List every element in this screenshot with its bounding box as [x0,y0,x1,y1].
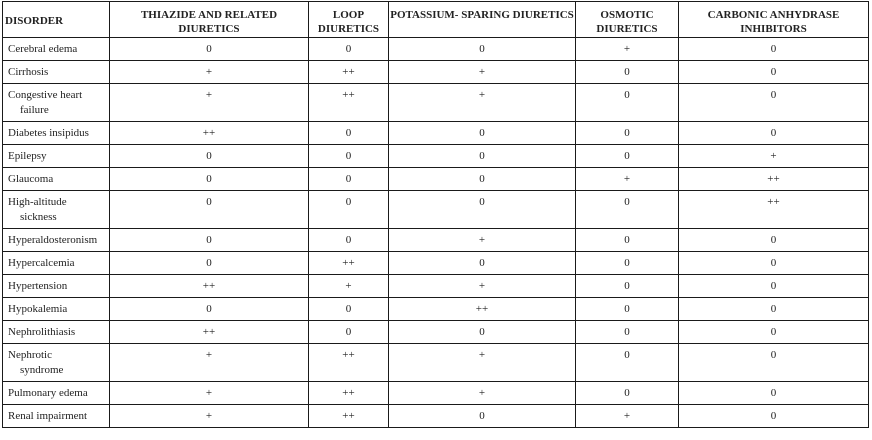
disorder-name: Pulmonary edema [8,387,88,399]
header-thiazide: THIAZIDE AND RELATED DIURETICS [110,2,309,38]
carbonic-anhydrase-value-cell: 0 [679,298,869,321]
osmotic-value-cell: 0 [576,145,679,168]
header-potassium-sparing: POTASSIUM- SPARING DIURETICS [389,2,576,38]
potassium-sparing-value-cell: + [389,84,576,122]
disorder-name: Cirrhosis [8,66,49,78]
disorder-name: Nephrotic [8,349,52,361]
loop-value-cell: 0 [309,321,389,344]
loop-value-cell: 0 [309,38,389,61]
table-row [3,382,869,405]
disorder-cell [3,191,110,229]
loop-value-cell: 0 [309,122,389,145]
loop-value-cell: ++ [309,84,389,122]
carbonic-anhydrase-value-cell: 0 [679,275,869,298]
carbonic-anhydrase-value-cell: ++ [679,168,869,191]
osmotic-value-cell: 0 [576,298,679,321]
disorder-name: High-altitude [8,196,67,208]
osmotic-value-cell: + [576,38,679,61]
osmotic-value-cell: 0 [576,321,679,344]
disorder-cell [3,38,110,61]
header-disorder: DISORDER [3,2,110,38]
loop-value-cell: 0 [309,298,389,321]
loop-value-cell: 0 [309,145,389,168]
carbonic-anhydrase-value-cell: 0 [679,344,869,382]
disorder-cell [3,382,110,405]
carbonic-anhydrase-value-cell: + [679,145,869,168]
disorder-name: Epilepsy [8,150,47,162]
potassium-sparing-value-cell: 0 [389,168,576,191]
disorder-cell [3,344,110,382]
table-row [3,229,869,252]
potassium-sparing-value-cell: + [389,229,576,252]
table-row [3,252,869,275]
potassium-sparing-value-cell: + [389,61,576,84]
table-row [3,61,869,84]
loop-value-cell: + [309,275,389,298]
table-row [3,321,869,344]
potassium-sparing-value-cell: 0 [389,405,576,428]
disorder-cell [3,321,110,344]
carbonic-anhydrase-value-cell: 0 [679,38,869,61]
disorder-name: Nephrolithiasis [8,326,76,338]
carbonic-anhydrase-value-cell: 0 [679,382,869,405]
osmotic-value-cell: 0 [576,191,679,229]
thiazide-value-cell: 0 [110,229,309,252]
thiazide-value-cell: + [110,382,309,405]
disorder-cell [3,229,110,252]
table-row [3,191,869,229]
disorder-name: Diabetes insipidus [8,127,89,139]
disorder-cell [3,61,110,84]
disorder-cell [3,252,110,275]
table-row [3,405,869,428]
osmotic-value-cell: + [576,405,679,428]
thiazide-value-cell: + [110,344,309,382]
thiazide-value-cell: ++ [110,321,309,344]
disorder-cell [3,122,110,145]
osmotic-value-cell: 0 [576,252,679,275]
disorder-name: Renal impairment [8,410,88,422]
table-row [3,275,869,298]
disorder-name-continued: sickness [20,211,57,223]
loop-value-cell: ++ [309,61,389,84]
carbonic-anhydrase-value-cell: ++ [679,191,869,229]
disorder-name: Congestive heart [8,89,83,101]
thiazide-value-cell: + [110,61,309,84]
table-row [3,122,869,145]
thiazide-value-cell: 0 [110,191,309,229]
thiazide-value-cell: 0 [110,38,309,61]
loop-value-cell: 0 [309,168,389,191]
thiazide-value-cell: 0 [110,252,309,275]
table-body [3,38,869,428]
table-row [3,38,869,61]
osmotic-value-cell: + [576,168,679,191]
disorder-name-continued: failure [20,104,49,116]
disorder-name: Cerebral edema [8,43,78,55]
potassium-sparing-value-cell: 0 [389,122,576,145]
header-row [3,2,869,38]
table-header [3,2,869,38]
potassium-sparing-value-cell: 0 [389,252,576,275]
potassium-sparing-value-cell: ++ [389,298,576,321]
diuretics-table [2,1,869,428]
disorder-name: Hypertension [8,280,68,292]
carbonic-anhydrase-value-cell: 0 [679,405,869,428]
disorder-name: Hypercalcemia [8,257,75,269]
disorder-name: Hyperaldosteronism [8,234,98,246]
carbonic-anhydrase-value-cell: 0 [679,61,869,84]
loop-value-cell: 0 [309,229,389,252]
osmotic-value-cell: 0 [576,344,679,382]
osmotic-value-cell: 0 [576,61,679,84]
thiazide-value-cell: + [110,84,309,122]
carbonic-anhydrase-value-cell: 0 [679,321,869,344]
disorder-cell [3,405,110,428]
header-loop: LOOP DIURETICS [309,2,389,38]
thiazide-value-cell: ++ [110,122,309,145]
thiazide-value-cell: 0 [110,298,309,321]
disorder-cell [3,275,110,298]
table-row [3,145,869,168]
thiazide-value-cell: ++ [110,275,309,298]
loop-value-cell: ++ [309,252,389,275]
disorder-name: Hypokalemia [8,303,68,315]
carbonic-anhydrase-value-cell: 0 [679,84,869,122]
potassium-sparing-value-cell: + [389,275,576,298]
potassium-sparing-value-cell: + [389,344,576,382]
table-row [3,298,869,321]
carbonic-anhydrase-value-cell: 0 [679,252,869,275]
loop-value-cell: ++ [309,405,389,428]
disorder-cell [3,84,110,122]
table-row [3,344,869,382]
potassium-sparing-value-cell: 0 [389,191,576,229]
disorder-cell [3,145,110,168]
disorder-cell [3,298,110,321]
thiazide-value-cell: + [110,405,309,428]
potassium-sparing-value-cell: + [389,382,576,405]
osmotic-value-cell: 0 [576,122,679,145]
loop-value-cell: ++ [309,382,389,405]
osmotic-value-cell: 0 [576,84,679,122]
table-row [3,84,869,122]
disorder-name: Glaucoma [8,173,54,185]
potassium-sparing-value-cell: 0 [389,321,576,344]
osmotic-value-cell: 0 [576,275,679,298]
diuretics-table-container [2,1,869,428]
thiazide-value-cell: 0 [110,168,309,191]
header-osmotic: OSMOTIC DIURETICS [576,2,679,38]
loop-value-cell: ++ [309,344,389,382]
osmotic-value-cell: 0 [576,382,679,405]
thiazide-value-cell: 0 [110,145,309,168]
disorder-cell [3,168,110,191]
table-row [3,168,869,191]
potassium-sparing-value-cell: 0 [389,145,576,168]
potassium-sparing-value-cell: 0 [389,38,576,61]
carbonic-anhydrase-value-cell: 0 [679,122,869,145]
osmotic-value-cell: 0 [576,229,679,252]
disorder-name-continued: syndrome [20,364,64,376]
carbonic-anhydrase-value-cell: 0 [679,229,869,252]
loop-value-cell: 0 [309,191,389,229]
header-carbonic-anhydrase: CARBONIC ANHYDRASE INHIBITORS [679,2,869,38]
